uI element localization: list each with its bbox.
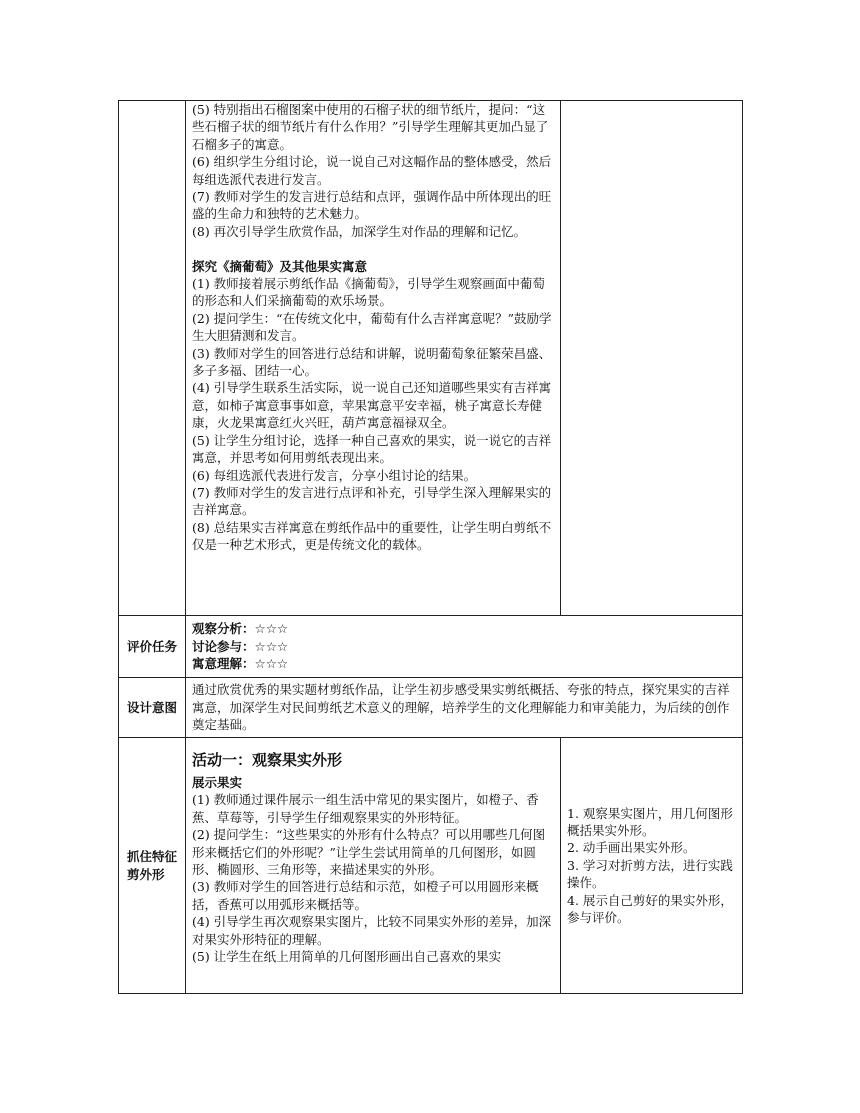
evaluation-label: 评价任务 bbox=[119, 616, 186, 678]
activity-teacher-cell bbox=[186, 738, 561, 994]
star-rating: ☆☆☆ bbox=[254, 638, 289, 654]
step-text: (4) 引导学生再次观察果实图片，比较不同果实外形的差异，加深对果实外形特征的理解。 bbox=[192, 914, 552, 947]
step-text: (6) 每组选派代表进行发言，分享小组讨论的结果。 bbox=[192, 467, 477, 483]
step-text: (4) 引导学生联系生活实际，说一说自己还知道哪些果实有吉祥寓意，如柿子寓意事事如意，苹果寓意平安幸福，桃子寓意长寿健康，火龙果寓意红火兴旺，葫芦寓意福禄双全。 bbox=[192, 380, 552, 431]
activity-subtitle: 展示果实 bbox=[192, 775, 243, 790]
evaluation-item bbox=[192, 655, 736, 672]
student-activity-cell-empty bbox=[561, 101, 743, 616]
evaluation-item bbox=[192, 620, 736, 637]
student-task: 1. 观察果实图片，用几何图形概括果实外形。 bbox=[567, 805, 733, 838]
step-text: (5) 让学生在纸上用简单的几何图形画出自己喜欢的果实 bbox=[192, 949, 502, 965]
row-label-empty bbox=[119, 101, 186, 616]
student-task: 3. 学习对折剪方法，进行实践操作。 bbox=[567, 857, 733, 891]
design-intent-label: 设计意图 bbox=[119, 678, 186, 738]
evaluation-item-name: 寓意理解： bbox=[192, 656, 255, 672]
step-text: (1) 教师接着展示剪纸作品《摘葡萄》，引导学生观察画面中葡萄的形态和人们采摘葡萄的欢乐场景。 bbox=[192, 276, 545, 309]
step-text: (5) 特别指出石榴图案中使用的石榴子状的细节纸片，提问：“这些石榴子状的细节纸片有什么作用？”引导学生理解其更加凸显了石榴多子的寓意。 bbox=[192, 102, 549, 152]
section-title: 探究《摘葡萄》及其他果实寓意 bbox=[192, 258, 368, 274]
evaluation-cell bbox=[186, 616, 743, 678]
student-task: 2. 动手画出果实外形。 bbox=[567, 840, 696, 856]
step-text: (5) 让学生分组讨论，选择一种自己喜欢的果实，说一说它的吉祥寓意，并思考如何用剪纸表现出来。 bbox=[192, 432, 552, 466]
teacher-activity-cell bbox=[186, 101, 561, 616]
step-text: (8) 总结果实吉祥寓意在剪纸作品中的重要性，让学生明白剪纸不仅是一种艺术形式，更是传统文化的载体。 bbox=[192, 519, 552, 553]
table-row bbox=[119, 101, 743, 616]
design-intent-cell bbox=[186, 678, 743, 738]
design-intent-text: 通过欣赏优秀的果实题材剪纸作品，让学生初步感受果实剪纸概括、夸张的特点，探究果实的吉祥寓意，加深学生对民间剪纸艺术意义的理解，培养学生的文化理解能力和审美能力，为后续的创作奠定基础。 bbox=[192, 682, 730, 733]
star-rating: ☆☆☆ bbox=[254, 656, 289, 672]
step-text: (7) 教师对学生的发言进行总结和点评，强调作品中所体现出的旺盛的生命力和独特的艺术魅力。 bbox=[192, 189, 552, 222]
step-text: (8) 再次引导学生欣赏作品，加深学生对作品的理解和记忆。 bbox=[192, 223, 527, 239]
table-row bbox=[119, 616, 743, 678]
student-task: 4. 展示自己剪好的果实外形，参与评价。 bbox=[567, 892, 733, 926]
step-text: (7) 教师对学生的发言进行点评和补充，引导学生深入理解果实的吉祥寓意。 bbox=[192, 484, 552, 518]
step-text: (1) 教师通过课件展示一组生活中常见的果实图片，如橙子、香蕉、草莓等，引导学生仔细观察果实的外形特征。 bbox=[192, 792, 539, 825]
activity-label: 抓住特征剪外形 bbox=[119, 738, 186, 994]
evaluation-item bbox=[192, 638, 736, 655]
star-rating: ☆☆☆ bbox=[254, 621, 289, 637]
lesson-plan-table bbox=[118, 100, 743, 994]
table-row bbox=[119, 738, 743, 994]
table-row bbox=[119, 678, 743, 738]
activity-student-cell bbox=[561, 738, 743, 994]
step-text: (2) 提问学生：“在传统文化中，葡萄有什么吉祥寓意呢？”鼓励学生大胆猜测和发言。 bbox=[192, 310, 552, 344]
step-text: (3) 教师对学生的回答进行总结和讲解，说明葡萄象征繁荣昌盛、多子多福、团结一心。 bbox=[192, 345, 552, 379]
step-text: (6) 组织学生分组讨论，说一说自己对这幅作品的整体感受，然后每组选派代表进行发言。 bbox=[192, 154, 552, 187]
activity-title: 活动一：观察果实外形 bbox=[192, 751, 343, 769]
step-text: (2) 提问学生：“这些果实的外形有什么特点？可以用哪些几何图形来概括它们的外形呢？”让学生尝试用简单的几何图形，如圆形、椭圆形、三角形等，来描述果实的外形。 bbox=[192, 827, 546, 878]
evaluation-item-name: 观察分析： bbox=[192, 621, 255, 637]
step-text: (3) 教师对学生的回答进行总结和示范，如橙子可以用圆形来概括，香蕉可以用弧形来概括等。 bbox=[192, 879, 539, 912]
evaluation-item-name: 讨论参与： bbox=[192, 638, 255, 654]
